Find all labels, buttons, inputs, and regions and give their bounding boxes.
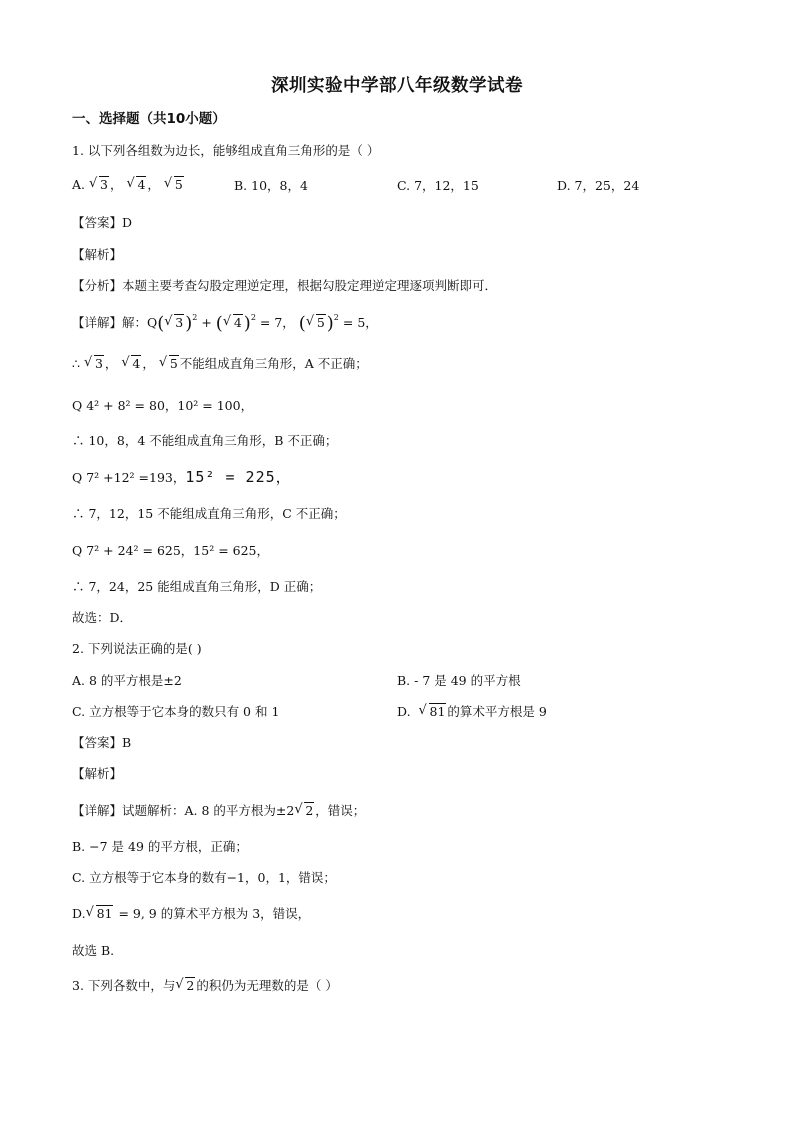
q2-detail-line-5: 故选 B. bbox=[72, 943, 115, 958]
q1-option-d: D. 7，25，24 bbox=[557, 178, 640, 193]
option-text: 的算术平方根是 9 bbox=[447, 704, 547, 719]
detail-text: Q 7² +12² =193， bbox=[72, 470, 186, 485]
option-label: D. bbox=[397, 704, 411, 719]
page-title: 深圳实验中学部八年级数学试卷 bbox=[271, 76, 523, 96]
question-1-stem: 1. 以下列各组数为边长，能够组成直角三角形的是（ ） bbox=[72, 143, 380, 158]
q1-fenxi bbox=[72, 277, 497, 295]
answer-value: B bbox=[122, 735, 132, 750]
q1-detail-line-8: ∴ 7，24，25 能组成直角三角形，D 正确； bbox=[72, 579, 322, 594]
sqrt-3: √ 3 bbox=[165, 314, 184, 332]
question-text: 的积仍为无理数的是（ ） bbox=[196, 978, 338, 993]
q1-detail-line-7: Q 7² + 24² = 625，15² = 625， bbox=[72, 543, 269, 558]
sqrt-4: √ 4 bbox=[224, 314, 243, 332]
sqrt-2: √ 2 bbox=[176, 977, 195, 995]
detail-text: 试题解析：A. 8 的平方根为±2 bbox=[122, 803, 295, 818]
sqrt-2: √ 2 bbox=[295, 802, 314, 820]
sqrt-5: √ 5 bbox=[307, 314, 326, 332]
q1-detail-line-6: ∴ 7，12，15 不能组成直角三角形，C 不正确； bbox=[72, 506, 346, 521]
sqrt-4: √ 4 bbox=[122, 355, 141, 373]
q1-answer bbox=[72, 214, 132, 232]
section-heading: 一、选择题（共10小题） bbox=[72, 111, 226, 127]
q2-detail-line-2: B. −7 是 49 的平方根，正确； bbox=[72, 839, 248, 854]
q1-option-b: B. 10，8，4 bbox=[234, 178, 308, 193]
detail-text: = 5， bbox=[342, 315, 378, 330]
answer-value: D bbox=[122, 215, 133, 230]
q2-detail-line-4 bbox=[72, 905, 310, 923]
q1-detail-line-2: ∴ √ 3 ， √ 4 ， √ 5 不能组成直角三角形，A 不正确； bbox=[72, 355, 368, 373]
detail-text: = 9, 9 的算术平方根为 3，错误， bbox=[114, 906, 311, 921]
q1-detail-line-4: ∴ 10，8，4 不能组成直角三角形，B 不正确； bbox=[72, 433, 338, 448]
sqrt-5: √ 5 bbox=[160, 355, 179, 373]
detail-text: 15² = 225， bbox=[185, 468, 292, 486]
detail-text: 解：Q bbox=[122, 315, 158, 330]
q2-option-c: C. 立方根等于它本身的数只有 0 和 1 bbox=[72, 704, 280, 719]
detail-tag: 【详解】 bbox=[72, 803, 123, 818]
sqrt-3: √ 3 bbox=[90, 176, 109, 194]
detail-text: 不能组成直角三角形，A 不正确； bbox=[179, 356, 368, 371]
question-text: 3. 下列各数中，与 bbox=[72, 978, 176, 993]
q1-option-c: C. 7，12，15 bbox=[397, 178, 479, 193]
q2-option-d bbox=[397, 703, 547, 721]
detail-text: D. bbox=[72, 906, 86, 921]
q1-option-a-label: A. bbox=[72, 177, 86, 192]
answer-tag: 【答案】 bbox=[72, 735, 123, 750]
q1-detail-line-1: 【详解】解：Q(√ 3 )$^2$ + (√ 4 )$^2$ = 7， (√ 5 )$^2$ = 5， bbox=[72, 314, 378, 333]
detail-tag: 【详解】 bbox=[72, 315, 123, 330]
sqrt-81: √ 81 bbox=[420, 703, 447, 721]
q1-detail-line-5 bbox=[72, 468, 292, 487]
sqrt-5: √ 5 bbox=[165, 176, 184, 194]
q1-detail-line-9: 故选：D． bbox=[72, 610, 133, 625]
q2-option-b: B. - 7 是 49 的平方根 bbox=[397, 673, 521, 688]
q2-option-a: A. 8 的平方根是±2 bbox=[72, 673, 182, 688]
q1-jiexi-tag: 【解析】 bbox=[72, 247, 123, 262]
detail-text: = 7， bbox=[259, 315, 295, 330]
q2-jiexi-tag: 【解析】 bbox=[72, 766, 123, 781]
q2-answer bbox=[72, 734, 131, 752]
question-2-stem: 2. 下列说法正确的是( ) bbox=[72, 641, 202, 656]
q1-detail-line-3: Q 4² + 8² = 80，10² = 100， bbox=[72, 398, 254, 413]
sqrt-3: √ 3 bbox=[85, 355, 104, 373]
therefore-symbol: ∴ bbox=[72, 356, 84, 371]
detail-text: ，错误； bbox=[315, 803, 366, 818]
q2-detail-line-3: C. 立方根等于它本身的数有−1，0，1，错误； bbox=[72, 870, 336, 885]
sqrt-81: √ 81 bbox=[87, 905, 114, 923]
fenxi-tag: 【分析】 bbox=[72, 278, 123, 293]
q1-option-a: A. √ 3 ， √ 4 ， √ 5 bbox=[72, 176, 185, 194]
answer-tag: 【答案】 bbox=[72, 215, 123, 230]
fenxi-text: 本题主要考查勾股定理逆定理，根据勾股定理逆定理逐项判断即可． bbox=[122, 278, 498, 293]
sqrt-4: √ 4 bbox=[127, 176, 146, 194]
question-3-stem bbox=[72, 977, 338, 995]
q2-detail-line-1 bbox=[72, 802, 365, 820]
